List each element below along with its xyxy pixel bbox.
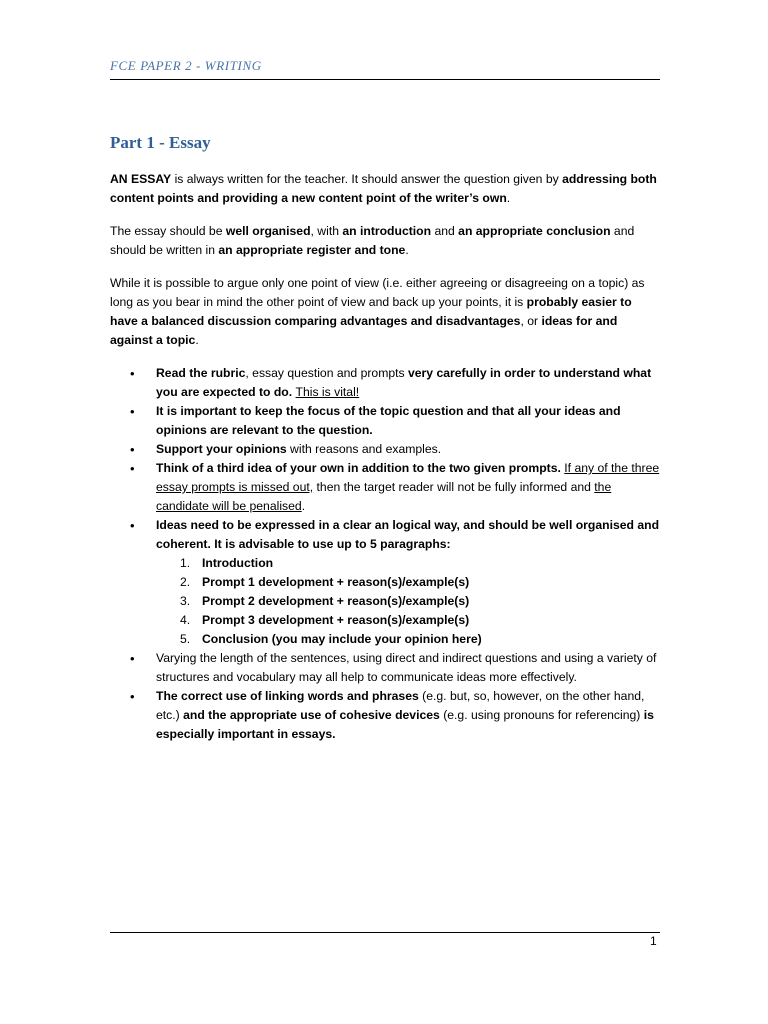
paragraph-plan-item: 1. Introduction: [180, 556, 274, 570]
list-item: • Think of a third idea of your own in addition to the two given prompts. If any of the three essay prompts is missed out, then the target reader will not be fully informed and the candidate will be penalised.: [130, 461, 660, 513]
bullet-icon: •: [130, 442, 135, 457]
bullet-icon: •: [130, 366, 135, 381]
list-item: • Read the rubric, essay question and prompts very carefully in order to understand what you are expected to do. This is vital!: [130, 366, 652, 399]
intro-paragraph-3: While it is possible to argue only one point of view (i.e. either agreeing or disagreeing on a topic) as long as you bear in mind the other point of view and back up your points, it is probably easier to have a balanced discussion comparing advantages and disadvantages, or ideas for and against a topic.: [110, 276, 645, 347]
document-header-title: FCE PAPER 2 - WRITING: [110, 58, 262, 73]
list-item: • The correct use of linking words and phrases (e.g. but, so, however, on the other hand, etc.) and the appropriate use of cohesive devices (e.g. using pronouns for referencing) is especially important in essays.: [130, 689, 654, 741]
paragraph-plan-item: 2. Prompt 1 development + reason(s)/example(s): [180, 575, 470, 589]
document-body: [110, 170, 662, 744]
tips-list: [110, 364, 662, 744]
intro-paragraph-2: The essay should be well organised, with an introduction and an appropriate conclusion and should be written in an appropriate register and tone.: [110, 224, 635, 257]
paragraph-plan-item: 5. Conclusion (you may include your opinion here): [180, 632, 482, 646]
paragraph-plan-item: 4. Prompt 3 development + reason(s)/example(s): [180, 613, 470, 627]
page-number: 1: [650, 934, 657, 948]
paragraph-plan-list: [156, 554, 662, 649]
bullet-icon: •: [130, 518, 135, 533]
bullet-icon: •: [130, 651, 135, 666]
bullet-icon: •: [130, 689, 135, 704]
footer-divider: [110, 932, 660, 933]
header-divider: [110, 79, 660, 80]
bullet-icon: •: [130, 461, 135, 476]
section-title: Part 1 - Essay: [110, 133, 211, 152]
list-item: • Ideas need to be expressed in a clear an logical way, and should be well organised and coherent. It is advisable to use up to 5 paragraphs: 1. Introduction 2. Prompt 1 development + reason(s)/example(s) 3. Prompt 2 development + reason(s)/example(s) 4. Prompt 3 development + reason(s)/example(s) 5. Conclusion (you may include your opinion here): [110, 516, 662, 649]
list-item: • Varying the length of the sentences, using direct and indirect questions and using a variety of structures and vocabulary may all help to communicate ideas more effectively.: [130, 651, 657, 684]
intro-paragraph-1: AN ESSAY is always written for the teacher. It should answer the question given by addressing both content points and providing a new content point of the writer’s own.: [110, 172, 657, 205]
paragraph-plan-item: 3. Prompt 2 development + reason(s)/example(s): [180, 594, 470, 608]
list-item: • Support your opinions with reasons and examples.: [130, 442, 442, 457]
bullet-icon: •: [130, 404, 135, 419]
list-item: • It is important to keep the focus of the topic question and that all your ideas and opinions are relevant to the question.: [130, 404, 621, 437]
